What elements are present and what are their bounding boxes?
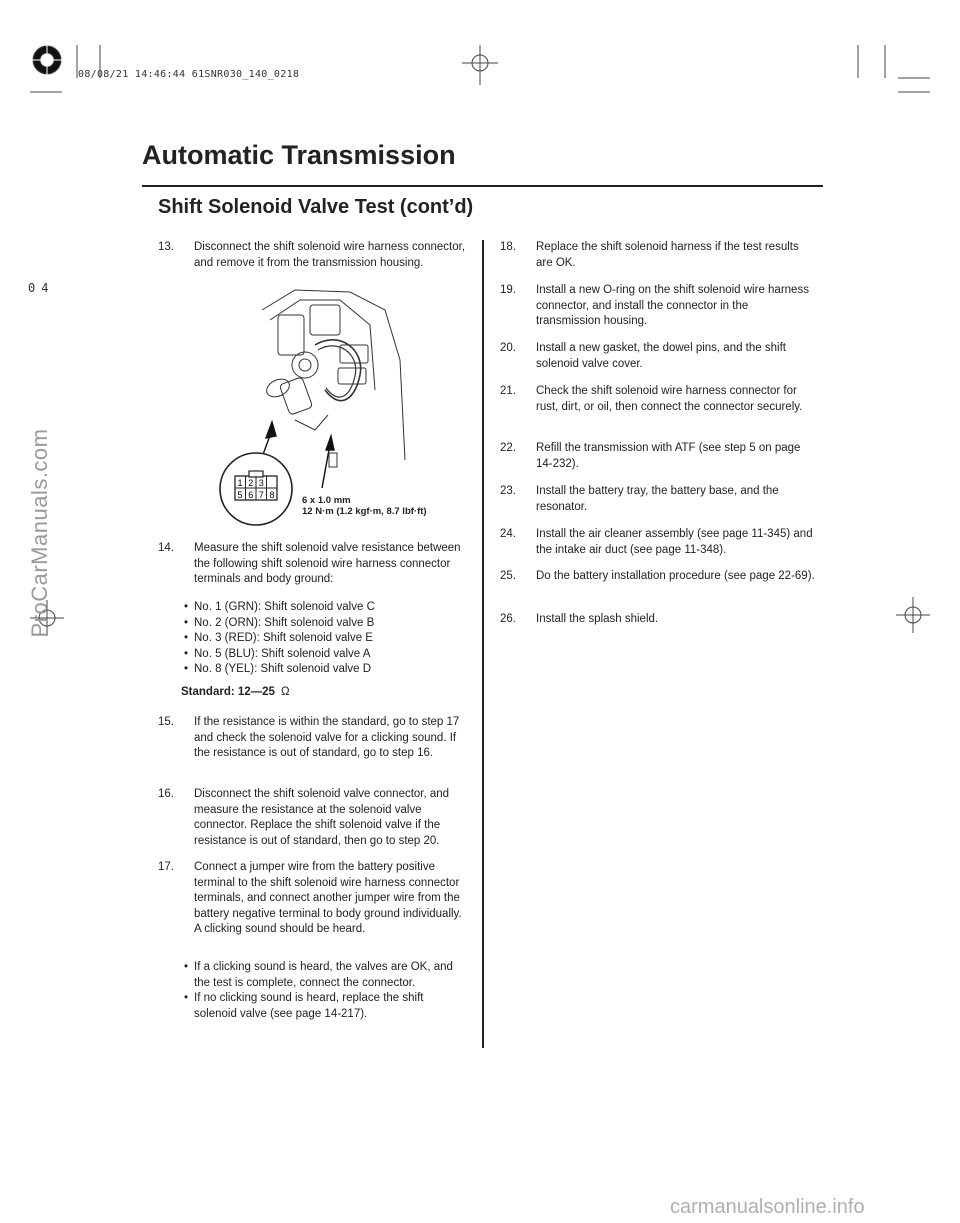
column-divider: [482, 240, 484, 1048]
footer-watermark: carmanualsonline.info: [670, 1196, 865, 1218]
pin-2: 2: [248, 478, 254, 488]
pin-5: 5: [237, 490, 243, 500]
resistance-standard: Standard: 12—25 Ω: [181, 686, 290, 698]
step-21: 21. Check the shift solenoid wire harness connector for rust, dirt, or oil, then connect the connector securely.: [500, 385, 803, 413]
step-26: 26. Install the splash shield.: [500, 613, 659, 625]
list-item: • No. 5 (BLU): Shift solenoid valve A: [184, 647, 371, 660]
bolt-torque-callout: [302, 495, 427, 517]
step-17: 17. Connect a jumper wire from the battery positive terminal to the shift solenoid wire harness connector terminals, and connect another jumper wire from the battery negative terminal to body ground individually. A clicking sound should be heard.: [158, 861, 462, 935]
pin-7: 7: [258, 490, 264, 500]
step-13: 13. Disconnect the shift solenoid wire harness connector, and remove it from the transmission housing.: [158, 241, 466, 269]
list-item: • No. 3 (RED): Shift solenoid valve E: [184, 632, 373, 644]
step-22: 22. Refill the transmission with ATF (see step 5 on page 14-232).: [500, 442, 801, 470]
step-15: 15. If the resistance is within the standard, go to step 17 and check the solenoid valve for a clicking sound. If the resistance is out of standard, go to step 16.: [158, 716, 460, 759]
bolt-torque: 12 N·m (1.2 kgf·m, 8.7 lbf·ft): [302, 506, 427, 517]
step-25: 25. Do the battery installation procedure (see page 22-69).: [500, 570, 815, 582]
step-18: 18. Replace the shift solenoid harness if the test results are OK.: [500, 241, 799, 269]
step-23: 23. Install the battery tray, the battery base, and the resonator.: [500, 485, 779, 513]
connector-terminal-inset: [216, 449, 296, 529]
side-watermark: ProCarManuals.com: [27, 428, 52, 638]
list-item: • No. 2 (ORN): Shift solenoid valve B: [184, 616, 375, 629]
pin-3: 3: [258, 478, 264, 488]
step-17-bullets: [184, 960, 468, 1022]
section-subtitle: Shift Solenoid Valve Test (cont’d): [158, 196, 474, 218]
pin-1: 1: [237, 478, 243, 488]
page-title: Automatic Transmission: [142, 140, 456, 170]
title-rule: [142, 185, 823, 187]
step-14: 14. Measure the shift solenoid valve resistance between the following shift solenoid wire harness connector terminals and body ground:: [158, 542, 461, 585]
step-14-bullets: [184, 600, 474, 678]
list-item: • If no clicking sound is heard, replace the shift solenoid valve (see page 14-217).: [184, 992, 424, 1020]
list-item: • No. 1 (GRN): Shift solenoid valve C: [184, 601, 375, 613]
list-item: • No. 8 (YEL): Shift solenoid valve D: [184, 663, 372, 675]
pin-6: 6: [248, 490, 254, 500]
step-19: 19. Install a new O-ring on the shift solenoid wire harness connector, and install the connector in the transmission housing.: [500, 284, 809, 327]
list-item: • If a clicking sound is heard, the valves are OK, and the test is complete, connect the connector.: [184, 961, 453, 989]
print-timestamp: 08/08/21 14:46:44 61SNR030_140_0218: [78, 69, 300, 80]
step-20: 20. Install a new gasket, the dowel pins, and the shift solenoid valve cover.: [500, 342, 786, 370]
ohm-unit: Ω: [280, 686, 290, 698]
pin-8: 8: [269, 490, 275, 500]
bolt-size: 6 x 1.0 mm: [302, 495, 351, 506]
side-code: 04: [28, 281, 55, 295]
step-24: 24. Install the air cleaner assembly (see page 11-345) and the intake air duct (see page 11-348).: [500, 528, 813, 556]
step-16: 16. Disconnect the shift solenoid valve connector, and measure the resistance at the solenoid valve connector. Replace the shift solenoid valve if the resistance is out of standard, then go to step 20.: [158, 788, 450, 847]
